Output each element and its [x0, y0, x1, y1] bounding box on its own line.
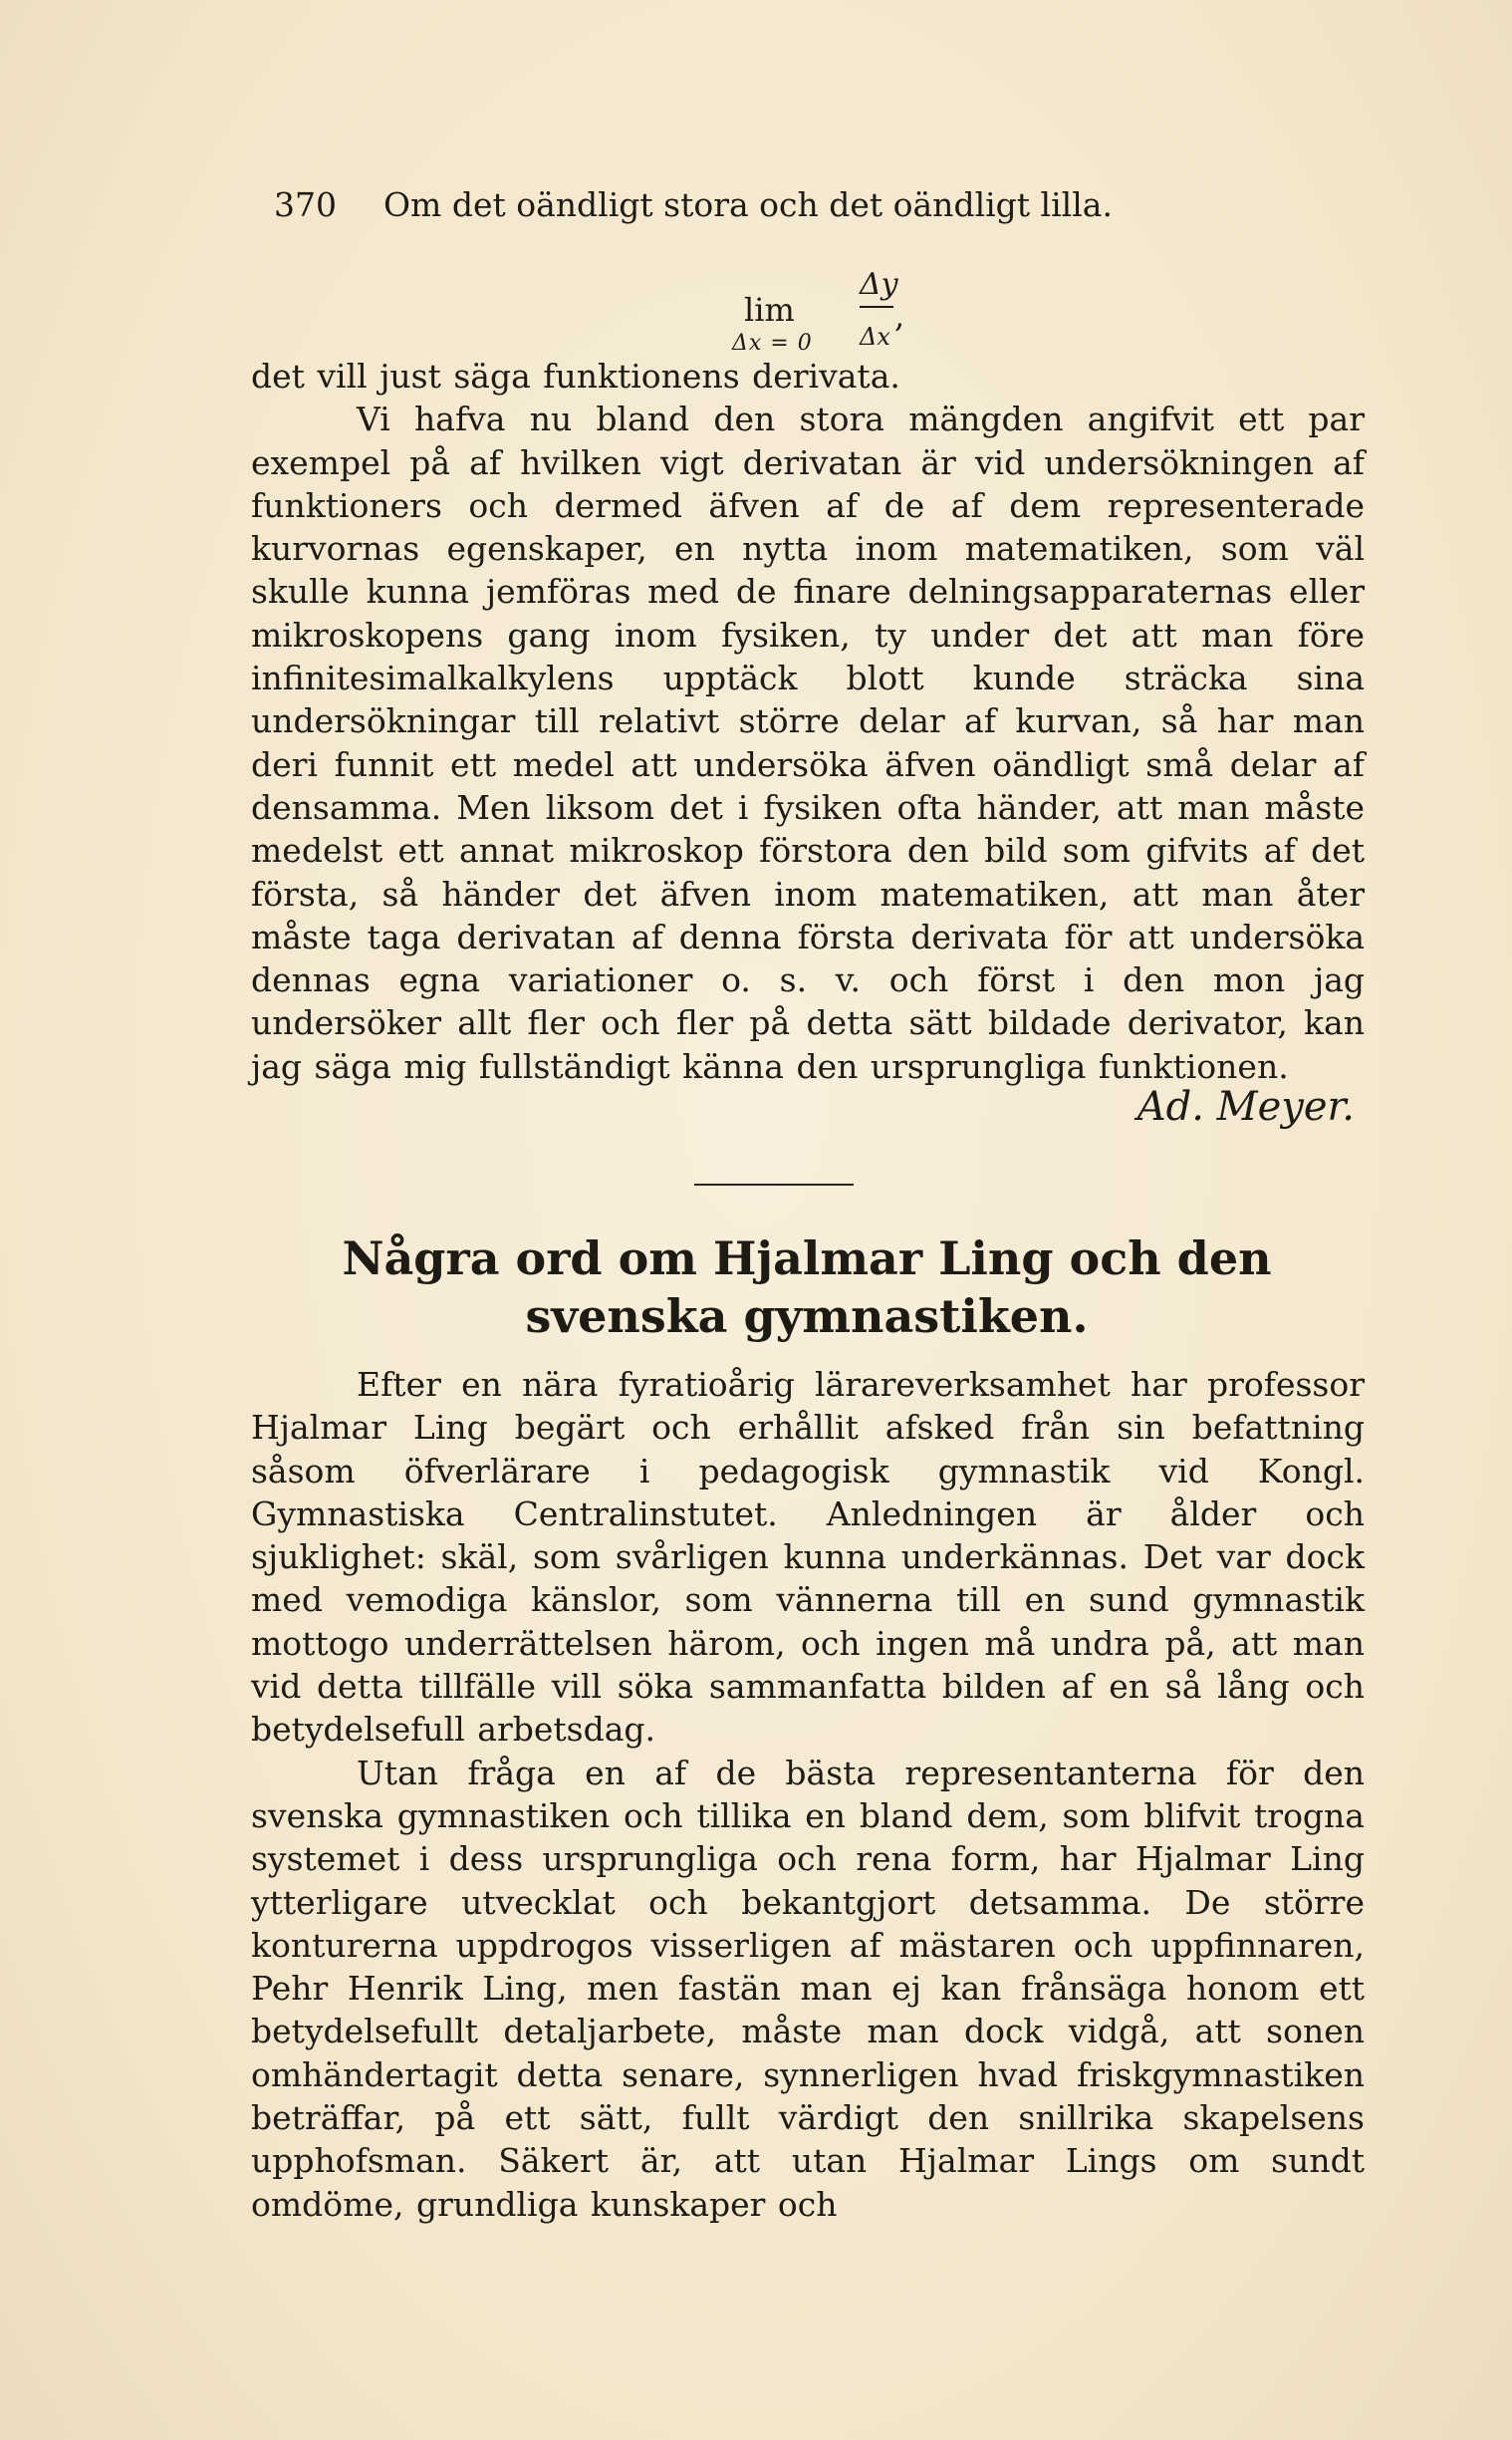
article-title [299, 1229, 1315, 1345]
author-signature: Ad. Meyer. [1136, 1084, 1355, 1130]
section-divider [694, 1184, 854, 1186]
formula-lim: lim [744, 291, 795, 329]
paragraph: Efter en nära fyratioårig lärareverksamhet har professor Hjalmar Ling begärt och erhållit afsked från sin befattning såsom öfverlärare i pedagogisk gymnastik vid Kongl. Gymnastiska Centralinstutet. Anledningen är ålder och sjuklighet: skäl, som svårligen kunna underkännas. Det var dock med vemodiga känslor, som vännerna till en sund gymnastik mottogo underrättelsen härom, och ingen må undra på, att man vid detta tillfälle vill söka sammanfatta bilden af en så lång och betydelsefull arbetsdag. [251, 1365, 1365, 1750]
formula-comma: , [894, 297, 905, 335]
article-title-line: Några ord om Hjalmar Ling och den [342, 1231, 1272, 1285]
paragraph: Utan fråga en af de bästa representanterna för den svenska gymnastiken och tillika en bland dem, som blifvit trogna systemet i dess ursprungliga och rena form, har Hjalmar Ling ytterligare utvecklat och bekantgjort detsamma. De större konturerna uppdrogos visserligen af mästaren och uppfinnaren, Pehr Henrik Ling, men fastän man ej kan frånsäga honom ett betydelsefullt detaljarbete, måste man dock vidgå, att sonen omhändertagit detta senare, synnerligen hvad friskgymnastiken beträffar, på ett sätt, fullt värdigt den snillrika skapelsens upphofsman. Säkert är, att utan Hjalmar Lings om sundt omdöme, grundliga kunskaper och [251, 1753, 1365, 2224]
formula-denominator: Δx [860, 323, 890, 351]
formula-numerator: Δy [860, 267, 898, 302]
limit-formula [732, 267, 951, 357]
paragraph: Vi hafva nu bland den stora mängden angifvit ett par exempel på af hvilken vigt derivatan är vid undersökningen af funktioners och dermed äfven af de af dem representerade kurvornas egenskaper, en nytta inom matematiken, som väl skulle kunna jemföras med de finare delningsapparaternas eller mikroskopens gang inom fysiken, ty under det att man före infinitesimalkalkylens upptäck blott kunde sträcka sina undersökningar till relativt större delar af kurvan, så har man deri funnit ett medel att undersöka äfven oändligt små delar af densamma. Men liksom det i fysiken ofta händer, att man måste medelst ett annat mikroskop förstora den bild som gifvits af det första, så händer det äfven inom matematiken, att man åter måste taga derivatan af denna första derivata för att undersöka dennas egna variationer o. s. v. och först i den mon jag undersöker allt fler och fler på detta sätt bildade derivator, kan jag säga mig fullständigt känna den ursprungliga funktionen. [251, 400, 1365, 1086]
running-header [274, 185, 1370, 224]
formula-limit-subscript: Δx = 0 [732, 331, 813, 356]
article-body [251, 1363, 1365, 2226]
page-number: 370 [274, 185, 337, 224]
running-title: Om det oändligt stora och det oändligt lilla. [383, 185, 1113, 224]
fraction-bar [860, 306, 893, 308]
essay-conclusion [251, 355, 1365, 1088]
article-title-line: svenska gymnastiken. [525, 1289, 1089, 1343]
paragraph: det vill just säga funktionens derivata. [251, 357, 900, 396]
